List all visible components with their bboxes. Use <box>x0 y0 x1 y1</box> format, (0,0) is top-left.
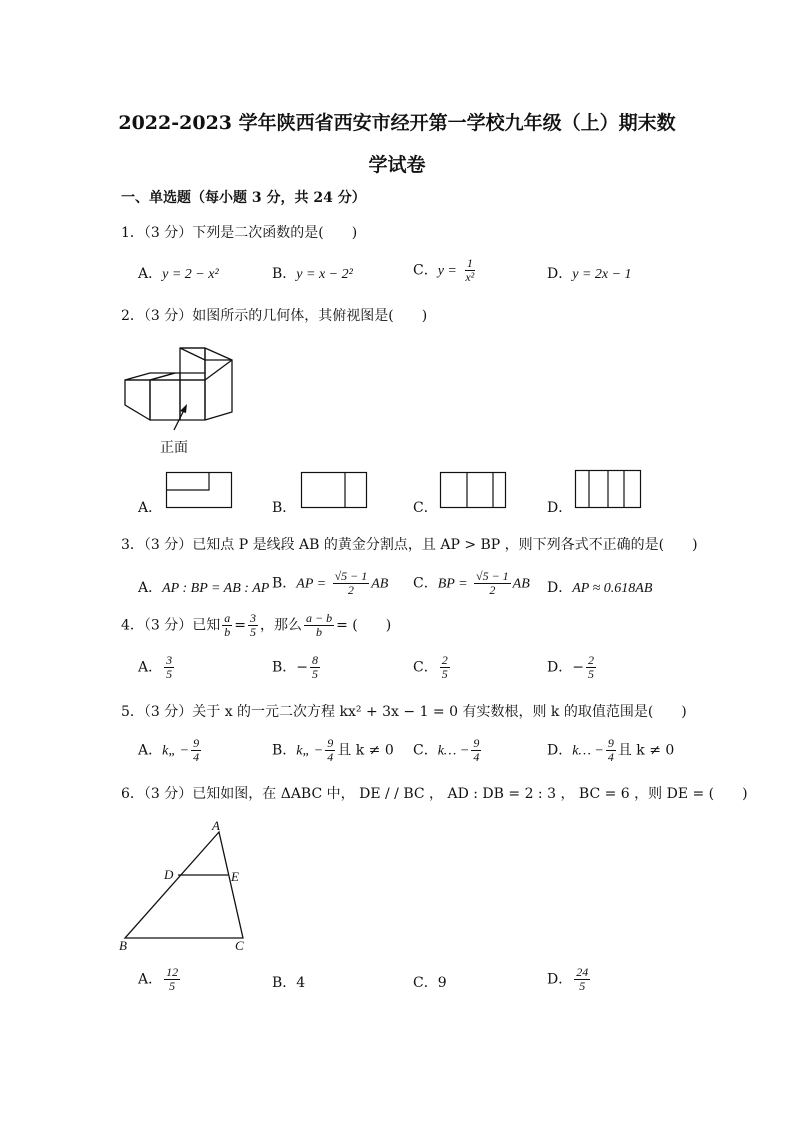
q1-option-c: C．y = $\frac{1}{\text{x²}}$ <box>413 256 475 284</box>
q4-option-d: D．− $\frac{2}{5}$ <box>547 653 594 681</box>
q4-stem: 4．（3 分）已知 $\frac{a}{b}$ = $\frac{3}{5}$ ，那么 $\frac{a - b}{b}$ = ( ) <box>121 611 392 639</box>
q6-triangle-figure <box>115 818 255 953</box>
q6-option-b: B．4 <box>272 975 306 991</box>
q2-front-label: 正面 <box>160 440 188 456</box>
q2-front-arrow <box>170 404 190 434</box>
q2-option-c-label: C． <box>413 500 438 516</box>
q2-option-a-label: A． <box>138 500 163 516</box>
page-title-line1: 2022-2023 学年陕西省西安市经开第一学校九年级（上）期末数 <box>118 112 676 134</box>
q5-option-a: A．k„ − $\frac{9}{4}$ <box>138 736 200 764</box>
q1-option-a: A．y = 2 − x² <box>138 266 219 282</box>
page-title-line2: 学试卷 <box>368 154 426 176</box>
q6-option-a: A． $\frac{12}{5}$ <box>138 965 179 993</box>
q5-option-b: B．k„ − $\frac{9}{4}$ 且 k ≠ 0 <box>272 736 394 764</box>
q2-option-a-figure <box>166 472 232 508</box>
q2-option-d-figure <box>575 470 641 508</box>
q2-stem: 2．（3 分）如图所示的几何体，其俯视图是( ) <box>121 308 428 324</box>
q2-option-d-label: D． <box>547 500 573 516</box>
q3-option-c: C．BP = $\frac{√5 - 1}{2}$ AB <box>413 569 530 597</box>
point-e-label: E <box>231 869 239 884</box>
q1-stem: 1．（3 分）下列是二次函数的是( ) <box>121 225 358 241</box>
q4-option-a: A． $\frac{3}{5}$ <box>138 653 173 681</box>
q5-stem: 5．（3 分）关于 x 的一元二次方程 kx² + 3x − 1 = 0 有实数根，则 k 的取值范围是( ) <box>121 704 687 720</box>
q5-option-d: D．k… − $\frac{9}{4}$ 且 k ≠ 0 <box>547 736 675 764</box>
q2-option-b-figure <box>301 472 367 508</box>
point-a-label: A <box>212 818 220 833</box>
q5-option-c: C．k… − $\frac{9}{4}$ <box>413 736 480 764</box>
q6-option-c: C．9 <box>413 975 447 991</box>
triangle-abc <box>125 832 243 938</box>
q4-option-c: C． $\frac{2}{5}$ <box>413 653 448 681</box>
q1-option-d: D．y = 2x − 1 <box>547 266 632 282</box>
q1-option-b: B．y = x − 2² <box>272 266 353 282</box>
q4-option-b: B．− $\frac{8}{5}$ <box>272 653 319 681</box>
q3-option-a: A．AP : BP = AB : AP <box>138 580 270 596</box>
q2-option-c-figure <box>440 472 506 508</box>
q3-stem: 3．（3 分）已知点 P 是线段 AB 的黄金分割点，且 AP > BP ，则下列各式不正确的是( ) <box>121 537 698 553</box>
q2-option-b-label: B． <box>272 500 297 516</box>
point-c-label: C <box>235 938 244 953</box>
point-b-label: B <box>119 938 127 953</box>
point-d-label: D <box>164 867 174 882</box>
section-heading: 一、单选题（每小题 3 分，共 24 分） <box>121 190 366 206</box>
q3-option-d: D．AP ≈ 0.618AB <box>547 580 653 596</box>
q6-stem: 6．（3 分）已知如图，在 ΔABC 中， DE / / BC ， AD : DB = 2 : 3 ， BC = 6 ，则 DE = ( ) <box>121 786 748 802</box>
q6-option-d: D． $\frac{24}{5}$ <box>547 965 589 993</box>
q3-option-b: B．AP = $\frac{√5 - 1}{2}$ AB <box>272 569 389 597</box>
